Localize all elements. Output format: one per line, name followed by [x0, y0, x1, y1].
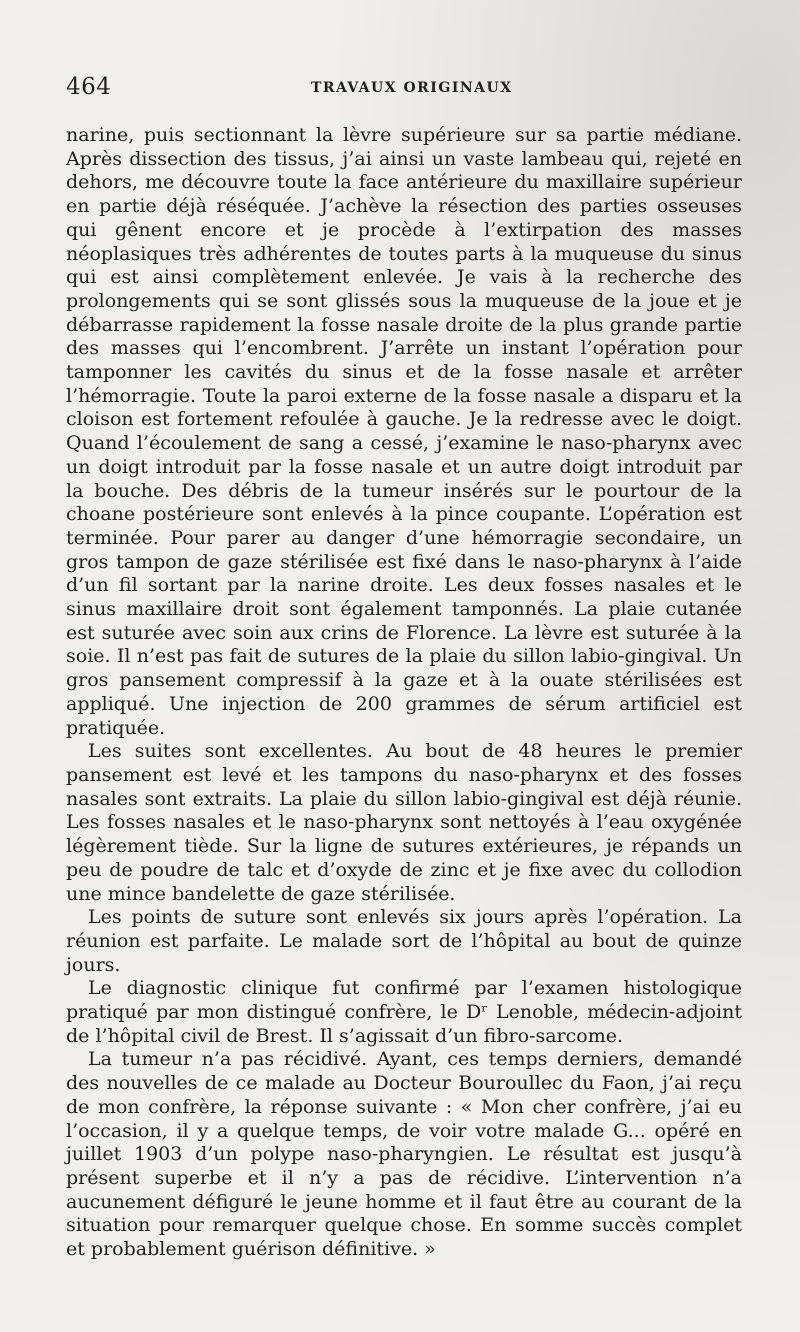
paragraph-diagnosis: Le diagnostic clinique fut confirmé par l’examen histologique pratiqué par mon distingué confrère, le Dʳ Lenoble, médecin-adjoint de l’hôpital civil de Brest. Il s’agissait d’un fibro-sarcome.	[66, 977, 742, 1047]
page-number: 464	[66, 74, 112, 100]
body-text	[66, 124, 742, 1262]
page-header	[66, 74, 746, 106]
running-title: TRAVAUX ORIGINAUX	[311, 80, 513, 96]
paragraph-operation: narine, puis sectionnant la lèvre supérieure sur sa partie médiane. Après dissection des tissus, j’ai ainsi un vaste lambeau qui, rejeté en dehors, me découvre toute la face antérieure du maxillaire supérieur en partie déjà réséquée. J’achève la résection des parties osseuses qui gênent encore et je procède à l’extirpation des masses néoplasiques très adhérentes de toutes parts à la muqueuse du sinus qui est ainsi complètement enlevée. Je vais à la recherche des prolongements qui se sont glissés sous la muqueuse de la joue et je débarrasse rapidement la fosse nasale droite de la plus grande partie des masses qui l’encombrent. J’arrête un instant l’opération pour tamponner les cavités du sinus et de la fosse nasale et arrêter l’hémorragie. Toute la paroi externe de la fosse nasale a disparu et la cloison est fortement refoulée à gauche. Je la redresse avec le doigt. Quand l’écoulement de sang a cessé, j’examine le naso-pharynx avec un doigt introduit par la fosse nasale et un autre doigt introduit par la bouche. Des débris de la tumeur insérés sur le pourtour de la choane postérieure sont enlevés à la pince coupante. L’opération est terminée. Pour parer au danger d’une hémorragie secondaire, un gros tampon de gaze stérilisée est fixé dans le naso-pharynx à l’aide d’un fil sortant par la narine droite. Les deux fosses nasales et le sinus maxillaire droit sont également tamponnés. La plaie cutanée est suturée avec soin aux crins de Florence. La lèvre est suturée à la soie. Il n’est pas fait de sutures de la plaie du sillon labio-gingival. Un gros pansement compressif à la gaze et à la ouate stérilisées est appliqué. Une injection de 200 grammes de sérum artificiel est pratiquée.	[66, 124, 742, 739]
paragraph-recovery: Les suites sont excellentes. Au bout de 48 heures le premier pansement est levé et les tampons du naso-pharynx et des fosses nasales sont extraits. La plaie du sillon labio-gingival est déjà réunie. Les fosses nasales et le naso-pharynx sont nettoyés à l’eau oxygénée légèrement tiède. Sur la ligne de sutures extérieures, je répands un peu de poudre de talc et d’oxyde de zinc et je fixe avec du collodion une mince bandelette de gaze stérilisée.	[66, 740, 742, 905]
paragraph-follow-up: La tumeur n’a pas récidivé. Ayant, ces temps derniers, demandé des nouvelles de ce malade au Docteur Bouroullec du Faon, j’ai reçu de mon confrère, la réponse suivante : « Mon cher confrère, j’ai eu l’occasion, il y a quelque temps, de voir votre malade G... opéré en juillet 1903 d’un polype naso-pharyngien. Le résultat est jusqu’à présent superbe et il n’y a pas de récidive. L’intervention n’a aucunement défiguré le jeune homme et il faut être au courant de la situation pour remarquer quelque chose. En somme succès complet et probablement guérison définitive. »	[66, 1048, 742, 1261]
paragraph-sutures: Les points de suture sont enlevés six jours après l’opération. La réunion est parfaite. Le malade sort de l’hôpital au bout de quinze jours.	[66, 906, 742, 976]
